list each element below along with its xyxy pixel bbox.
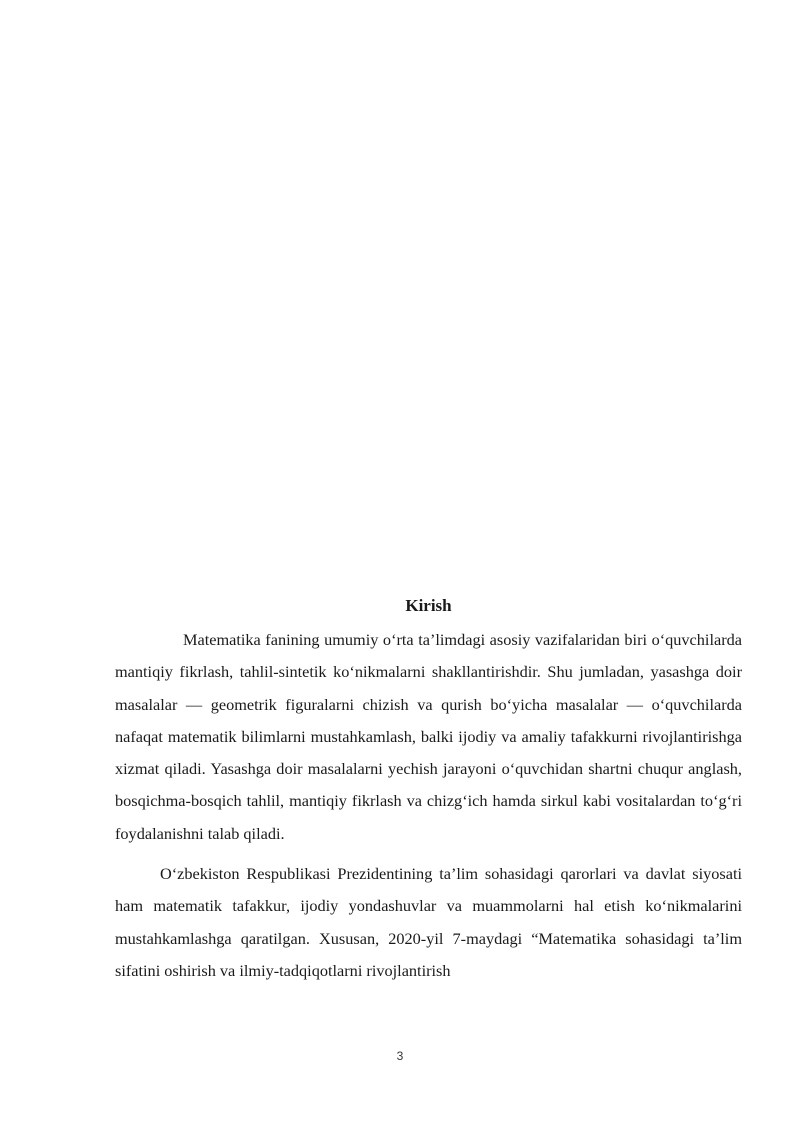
page-content xyxy=(115,591,742,987)
section-heading: Kirish xyxy=(405,596,452,615)
paragraph-2: O‘zbekiston Respublikasi Prezidentining ta’lim sohasidagi qarorlari va davlat siyosati ham matematik tafakkur, ijodiy yondashuvlar va muammolarni hal etish ko‘nikmalarini mustahkamlashga qaratilgan. Xususan, 2020-yil 7-maydagi “Matematika sohasidagi ta’lim sifatini oshirish va ilmiy-tadqiqotlarni rivojlantirish xyxy=(115,864,742,980)
page-number: 3 xyxy=(396,1049,404,1063)
paragraph-1: Matematika fanining umumiy o‘rta ta’limdagi asosiy vazifalaridan biri o‘quvchilarda mantiqiy fikrlash, tahlil-sintetik ko‘nikmalarni shakllantirishdir. Shu jumladan, yasashga doir masalalar — geometrik figuralarni chizish va qurish bo‘yicha masalalar — o‘quvchilarda nafaqat matematik bilimlarni mustahkamlash, balki ijodiy va amaliy tafakkurni rivojlantirishga xizmat qiladi. Yasashga doir masalalarni yechish jarayoni o‘quvchidan shartni chuqur anglash, bosqichma-bosqich tahlil, mantiqiy fikrlash va chizg‘ich hamda sirkul kabi vositalardan to‘g‘ri foydalanishni talab qiladi. xyxy=(115,630,742,843)
